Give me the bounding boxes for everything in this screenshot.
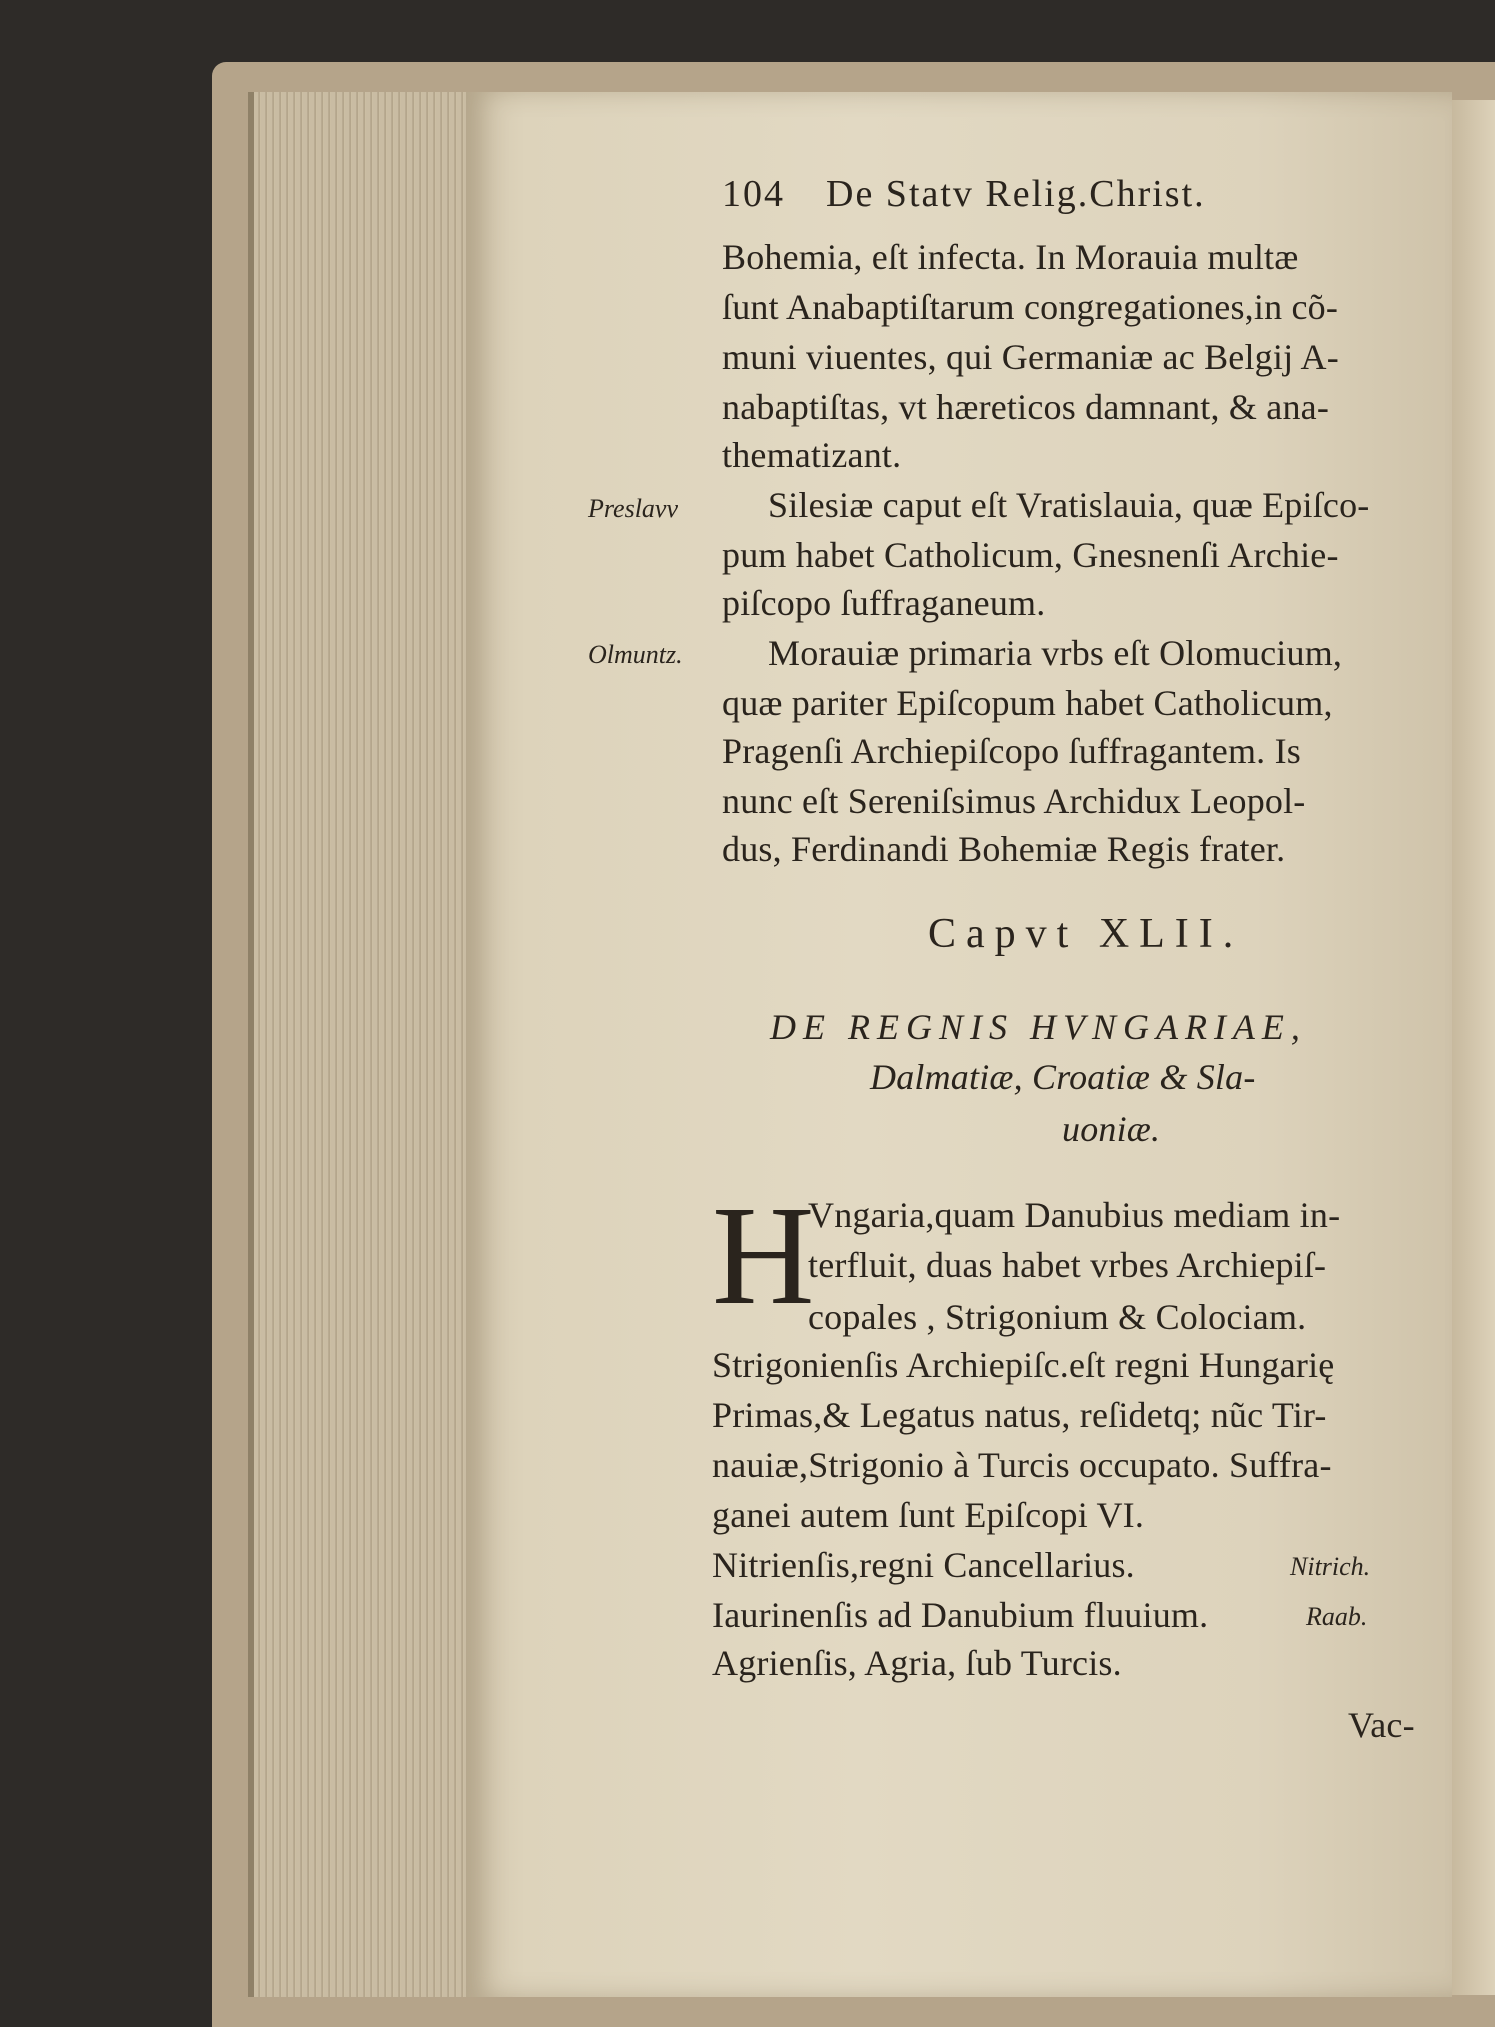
drop-cap: H (712, 1176, 815, 1334)
chapter-heading: Capvt XLII. (928, 911, 1244, 957)
page-number: 104 (722, 173, 785, 215)
catchword: Vac- (1348, 1705, 1415, 1745)
text-line: dus, Ferdinandi Bohemiæ Regis frater. (722, 829, 1286, 869)
facing-page-edge (1452, 100, 1495, 1995)
text-line: muni viuentes, qui Germaniæ ac Belgij A- (722, 337, 1339, 377)
margin-note: Preslavv (588, 494, 678, 523)
text-line: nabaptiſtas, vt hæreticos damnant, & ana- (722, 387, 1330, 427)
text-line: nunc eſt Sereniſsimus Archidux Leopol- (722, 781, 1306, 821)
text-line: Nitrienſis,regni Cancellarius. (712, 1545, 1135, 1585)
text-line: Silesiæ caput eſt Vratislauia, quæ Epiſco- (768, 485, 1370, 525)
text-line: quæ pariter Epiſcopum habet Catholicum, (722, 683, 1333, 723)
text-line: Strigonienſis Archiepiſc.eſt regni Hungarię (712, 1345, 1335, 1385)
page-edges-stack (248, 92, 474, 1997)
chapter-title: uoniæ. (1062, 1109, 1161, 1149)
text-line: pum habet Catholicum, Gnesnenſi Archie- (722, 535, 1339, 575)
text-line: Vngaria,quam Danubius mediam in- (808, 1195, 1341, 1235)
running-head-title: De Statv Relig.Christ. (826, 173, 1206, 215)
text-line: thematizant. (722, 435, 902, 475)
text-line: Agrienſis, Agria, ſub Turcis. (712, 1643, 1122, 1683)
margin-note: Raab. (1306, 1602, 1368, 1631)
text-line: Pragenſi Archiepiſcopo ſuffragantem. Is (722, 731, 1301, 771)
text-line: Morauiæ primaria vrbs eſt Olomucium, (768, 633, 1343, 673)
text-line: Primas,& Legatus natus, reſidetq; nũc Tir- (712, 1395, 1327, 1435)
text-line: copales , Strigonium & Colociam. (808, 1297, 1307, 1337)
text-line: piſcopo ſuffraganeum. (722, 583, 1046, 623)
text-line: ganei autem ſunt Epiſcopi VI. (712, 1495, 1145, 1535)
text-line: ſunt Anabaptiſtarum congregationes,in cõ- (722, 287, 1339, 327)
chapter-title: DE REGNIS HVNGARIAE, (770, 1007, 1307, 1047)
text-line: nauiæ,Strigonio à Turcis occupato. Suffra- (712, 1445, 1332, 1485)
text-line: terfluit, duas habet vrbes Archiepiſ- (808, 1245, 1327, 1285)
margin-note: Olmuntz. (588, 640, 683, 669)
chapter-title: Dalmatiæ, Croatiæ & Sla- (870, 1057, 1256, 1097)
margin-note: Nitrich. (1290, 1552, 1371, 1581)
text-line: Bohemia, eſt infecta. In Morauia multæ (722, 237, 1299, 277)
text-line: Iaurinenſis ad Danubium fluuium. (712, 1595, 1209, 1635)
